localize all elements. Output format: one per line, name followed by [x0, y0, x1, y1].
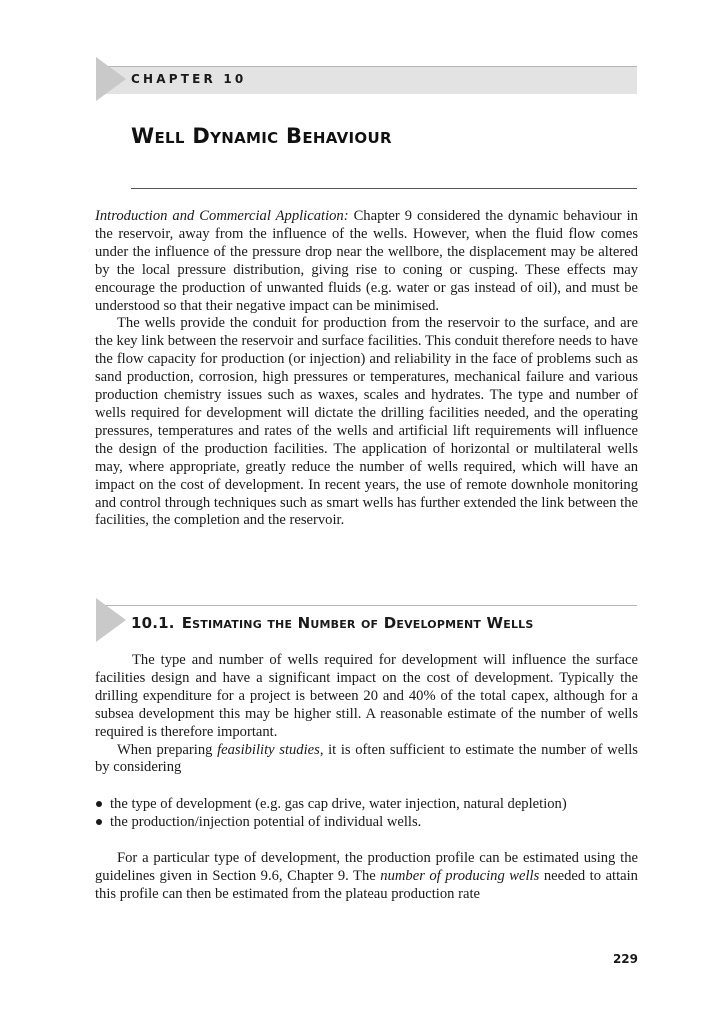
- intro-paragraph-1: [95, 208, 638, 315]
- section-paragraph-3-end: needed to attain this profile can then be estimated from the plateau production rate: [95, 867, 638, 902]
- intro-lead: Introduction and Commercial Application:: [95, 208, 349, 224]
- intro-paragraph-2: The wells provide the conduit for production from the reservoir to the surface, and are the key link between the reservoir and surface facilities. This conduit therefore needs to have the flow capacity for production (or injection) and reliability in the face of problems such as sand production, corrosion, high pressures or temperatures, mechanical failure and various production chemistry issues such as waxes, scales and hydrates. The type and number of wells required for development will dictate the drilling facilities needed, and the operating pressures, temperatures and rates of the wells and artificial lift requirements will influence the design of the production facilities. The application of horizontal or multilateral wells may, where appropriate, greatly reduce the number of wells required, which will have an impact on the cost of development. In recent years, the use of remote downhole monitoring and control through techniques such as smart wells has further extended the link between the facilities, the completion and the reservoir.: [95, 315, 638, 529]
- list-item-text: the production/injection potential of individual wells.: [110, 814, 422, 830]
- section-paragraph-3: [95, 850, 638, 904]
- section-title: Estimating the Number of Development Wells: [181, 614, 534, 632]
- title-divider: [131, 188, 637, 189]
- section-divider: [96, 605, 637, 606]
- intro-paragraph-1-text: Chapter 9 considered the dynamic behaviour in the reservoir, away from the influence of the wells. However, when the fluid flow comes under the influence of the pressure drop near the wellbore, the displacement may be altered by the local pressure distribution, giving rise to coning or cusping. These effects may encourage the production of unwanted fluids (e.g. water or gas instead of oil), and must be understood so that their negative impact can be minimised.: [95, 208, 638, 314]
- list-item-text: the type of development (e.g. gas cap drive, water injection, natural depletion): [110, 796, 567, 812]
- chapter-label: CHAPTER 10: [131, 72, 247, 86]
- section-chevron-icon: [96, 598, 126, 642]
- page-number: 229: [612, 952, 638, 966]
- chapter-chevron-icon: [96, 57, 126, 101]
- section-body: [95, 652, 638, 777]
- section-continuation: [95, 850, 638, 904]
- bullet-icon: [96, 801, 102, 807]
- section-paragraph-2-end: , it is often sufficient to estimate the number of wells by considering: [95, 741, 638, 776]
- section-paragraph-2: [95, 742, 638, 778]
- chapter-title: Well Dynamic Behaviour: [131, 124, 392, 148]
- bullet-icon: [96, 819, 102, 825]
- section-paragraph-3-start: For a particular type of development, the production profile can be estimated using the guidelines given in Section 9.6, Chapter 9. The: [95, 850, 638, 884]
- section-heading: [131, 614, 534, 632]
- section-paragraph-1: The type and number of wells required for development will influence the surface facilities design and have a significant impact on the cost of development. Typically the drilling expenditure for a project is between 20 and 40% of the total capex, although for a subsea development this may be higher still. A reasonable estimate of the number of wells required is therefore important.: [95, 652, 638, 740]
- list-item: [95, 813, 638, 831]
- producing-wells-term: number of producing wells: [380, 867, 540, 884]
- list-item: [95, 795, 638, 813]
- intro-section: [95, 208, 638, 530]
- bullet-list: [95, 795, 638, 831]
- section-number: 10.1.: [131, 614, 175, 632]
- section-paragraph-2-start: When preparing: [117, 741, 218, 758]
- feasibility-studies-term: feasibility studies: [217, 741, 320, 758]
